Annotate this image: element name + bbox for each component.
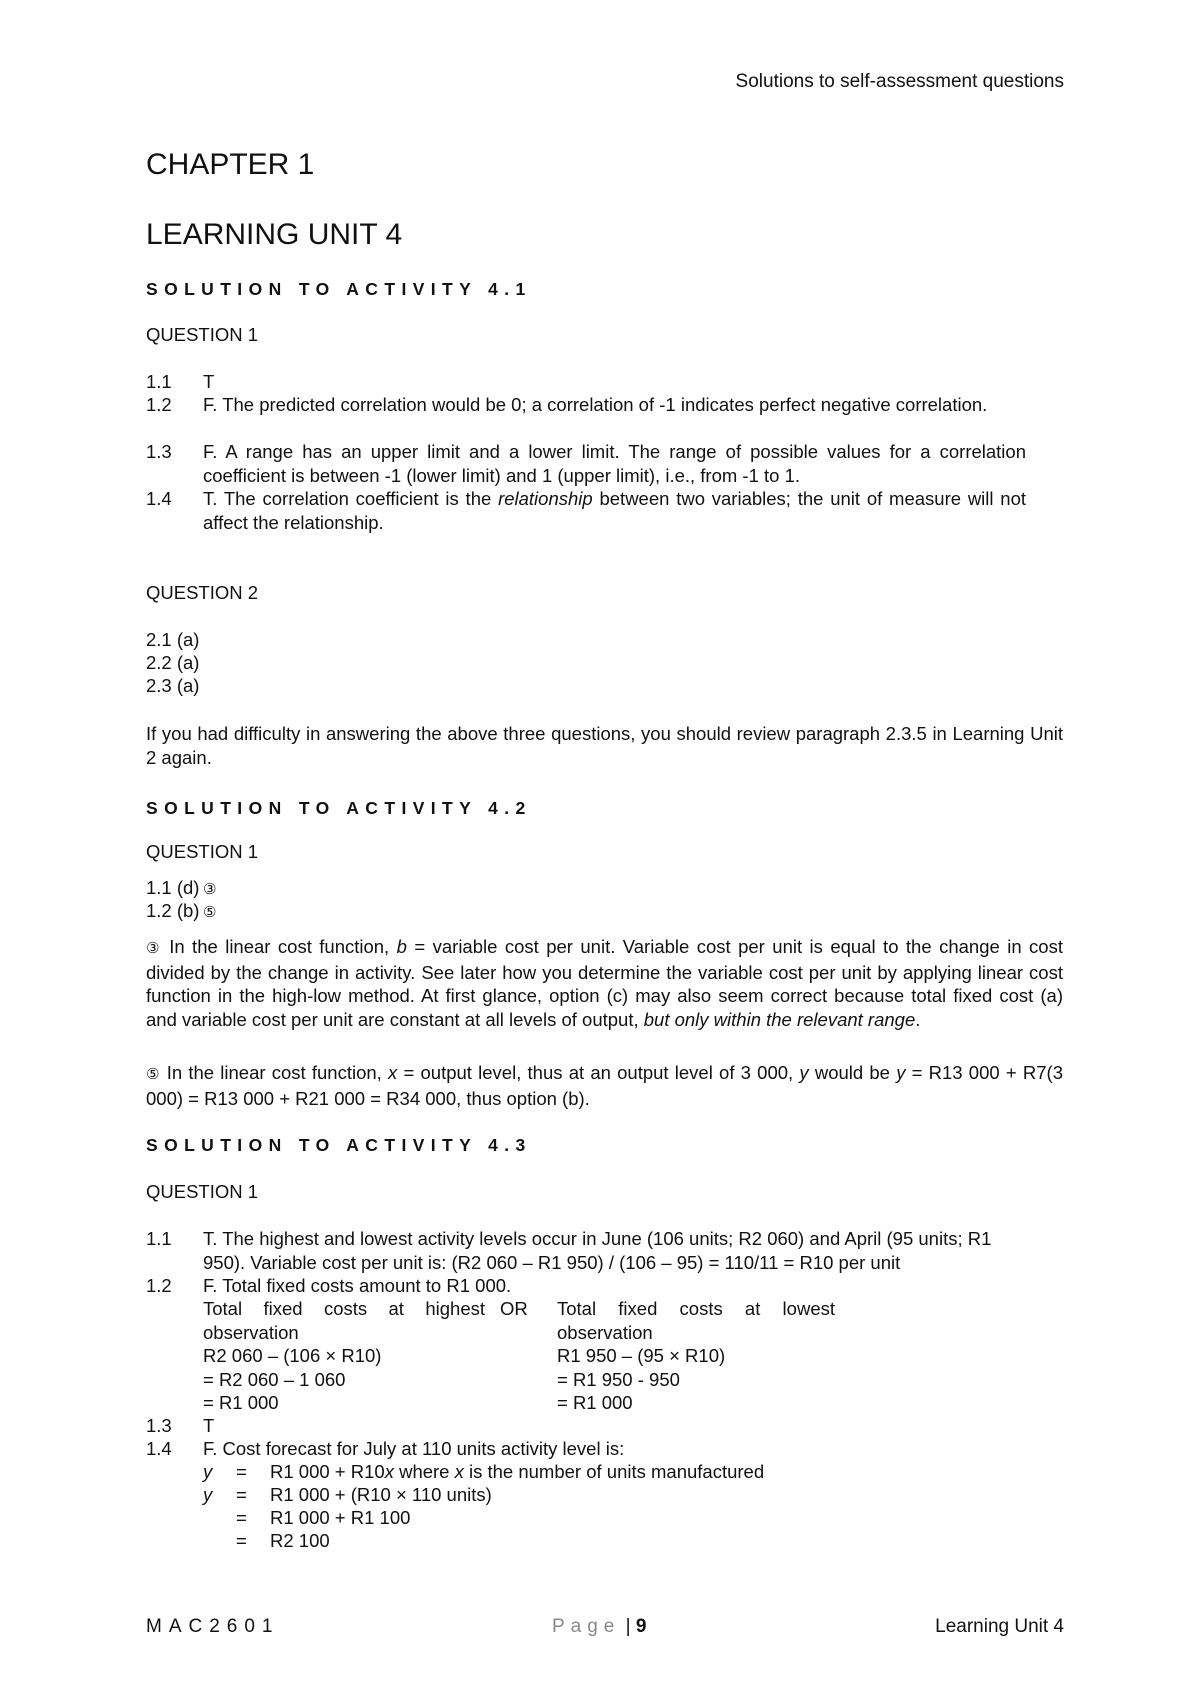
footer-page-number: Page | 9 [552, 1616, 647, 1637]
fixed-cost-lowest: Total fixed costs at lowest observation R1 950 – (95 × R10) = R1 950 - 950 = R1 000 [557, 1298, 835, 1413]
section-title-4-2: SOLUTION TO ACTIVITY 4.2 [146, 798, 532, 818]
fixed-cost-highest: Total fixed costs at highest observation R2 060 – (106 × R10) = R2 060 – 1 060 = R1 000 [203, 1298, 485, 1413]
circled-5-icon: ⑤ [146, 1065, 161, 1083]
question-label: QUESTION 1 [146, 1181, 259, 1202]
equation-line: = R2 100 [236, 1530, 330, 1551]
circled-3-icon: ③ [203, 880, 217, 898]
equation-line: y = R1 000 + (R10 × 110 units) [203, 1484, 492, 1505]
answer-line: 1.2 (b) ⑤ [146, 900, 217, 921]
answer-item: 1.1 T. The highest and lowest activity levels occur in June (106 units; R2 060) and April (95 units; R1 950). Variable cost per unit is: (R2 060 – R1 950) / (106 – 95) = 110/11 = R10 per unit [146, 1228, 992, 1273]
or-label: OR [500, 1298, 528, 1319]
footer-module-code: MAC2601 [146, 1616, 280, 1637]
answer-item: 1.4 T. The correlation coefficient is the relationship between two variables; the unit of measure will not affect the relationship. [146, 488, 1027, 533]
question-label: QUESTION 2 [146, 582, 259, 603]
circled-5-icon: ⑤ [203, 903, 217, 921]
answer-item: 1.1 T [146, 371, 215, 392]
circled-3-icon: ③ [146, 939, 162, 957]
answer-line: 2.1 (a) [146, 629, 200, 650]
answer-line: 1.1 (d) ③ [146, 877, 217, 898]
question-label: QUESTION 1 [146, 841, 259, 862]
answer-item: 1.3 F. A range has an upper limit and a lower limit. The range of possible values for a correlation coefficient is between -1 (lower limit) and 1 (upper limit), i.e., from -1 to 1. [146, 441, 1026, 486]
section-title-4-1: SOLUTION TO ACTIVITY 4.1 [146, 279, 532, 299]
explanation-5: ⑤ In the linear cost function, x = output level, thus at an output level of 3 000, y would be y = R13 000 + R7(3 000) = R13 000 + R21 000 = R34 000, thus option (b). [146, 1062, 1063, 1109]
review-note: If you had difficulty in answering the above three questions, you should review paragraph 2.3.5 in Learning Unit 2 again. [146, 723, 1063, 768]
running-header: Solutions to self-assessment questions [735, 71, 1064, 92]
section-title-4-3: SOLUTION TO ACTIVITY 4.3 [146, 1135, 532, 1155]
equation-line: y = R1 000 + R10x where x is the number of units manufactured [203, 1461, 765, 1482]
answer-item: 1.2 F. Total fixed costs amount to R1 000. [146, 1275, 512, 1296]
question-label: QUESTION 1 [146, 324, 259, 345]
explanation-3: ③ In the linear cost function, b = variable cost per unit. Variable cost per unit is equal to the change in cost divided by the change in activity. See later how you determine the variable cost per unit by applying linear cost function in the high-low method. At first glance, option (c) may also seem correct because total fixed cost (a) and variable cost per unit are constant at all levels of output, but only within the relevant range. [146, 936, 1063, 1030]
answer-item: 1.3 T [146, 1415, 215, 1436]
answer-item: 1.2 F. The predicted correlation would be 0; a correlation of -1 indicates perfect negative correlation. [146, 394, 988, 415]
chapter-heading: CHAPTER 1 [146, 148, 315, 181]
answer-line: 2.2 (a) [146, 652, 200, 673]
equation-line: = R1 000 + R1 100 [236, 1507, 411, 1528]
footer-unit: Learning Unit 4 [935, 1616, 1064, 1637]
answer-item: 1.4 F. Cost forecast for July at 110 units activity level is: [146, 1438, 625, 1459]
answer-line: 2.3 (a) [146, 675, 200, 696]
learning-unit-heading: LEARNING UNIT 4 [146, 218, 403, 251]
